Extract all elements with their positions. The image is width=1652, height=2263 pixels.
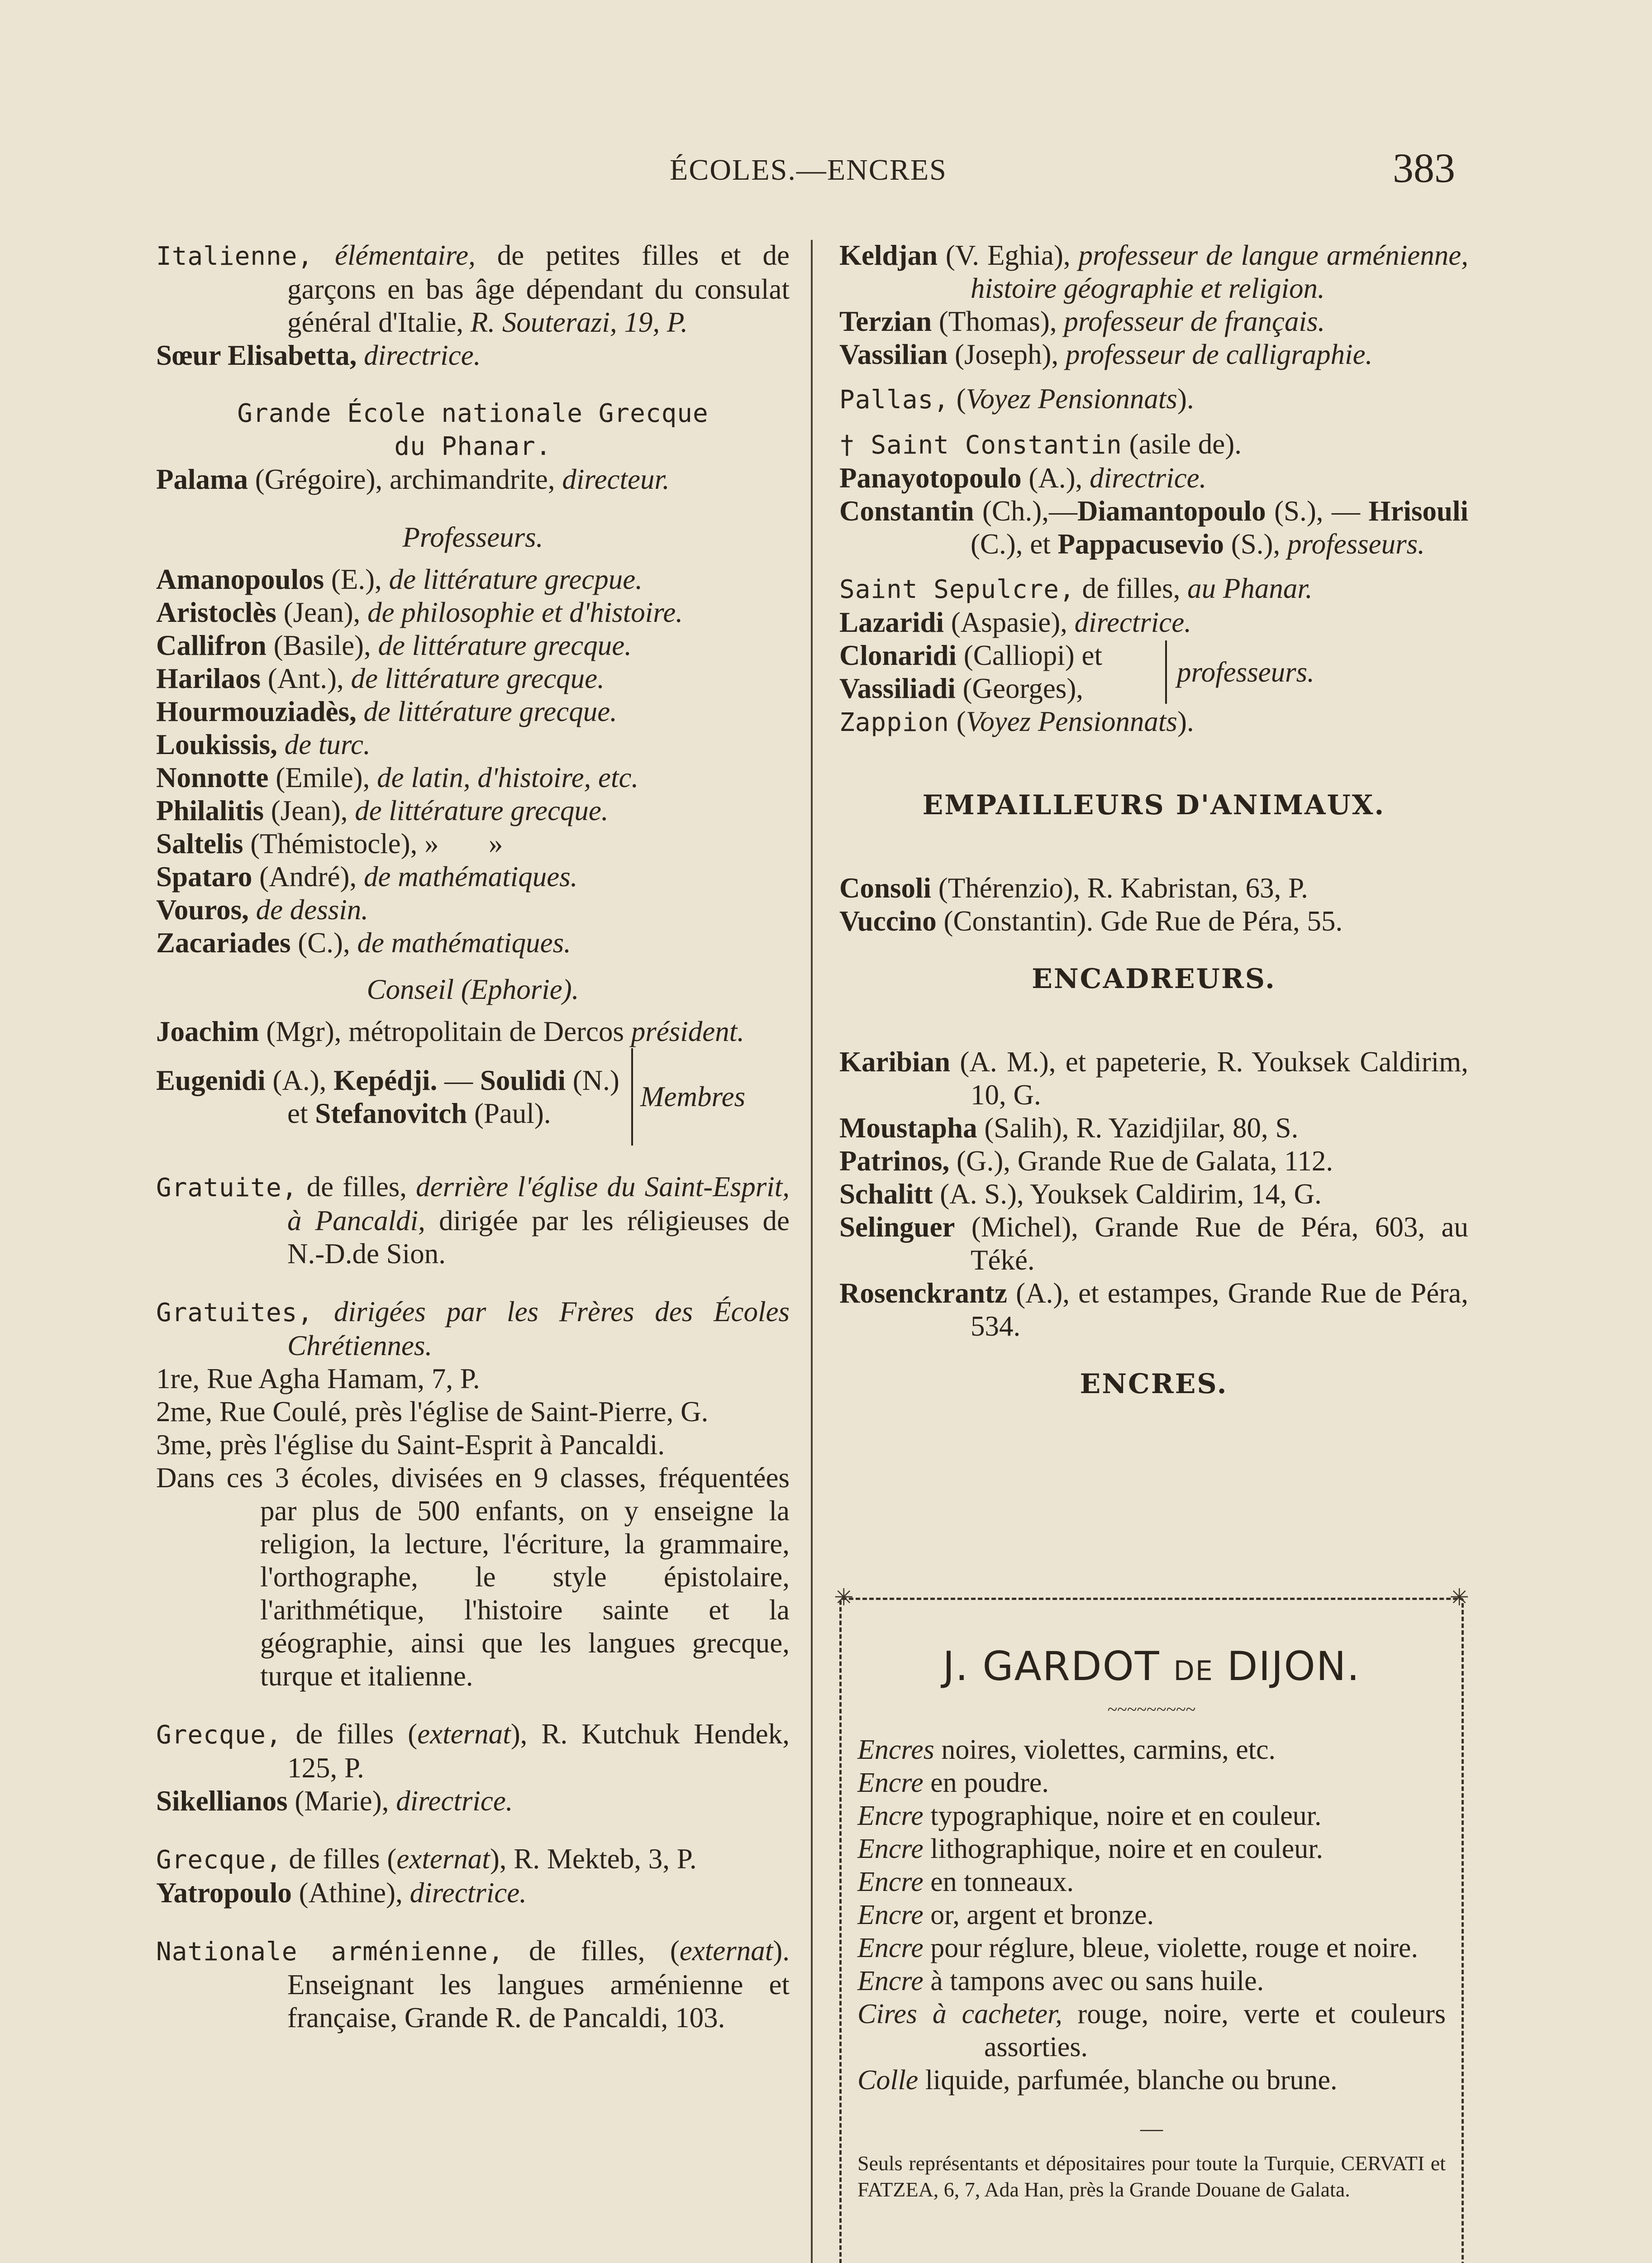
professor-entry: Aristoclès (Jean), de philosophie et d'histoire. xyxy=(156,597,683,628)
professor-entry: Saltelis (Thémistocle), » » xyxy=(156,828,503,859)
entry-saint-sepulcre: Saint Sepulcre, de filles, au Phanar. xyxy=(839,573,1313,604)
ad-product-line: Encre typographique, noire et en couleur. xyxy=(857,1800,1322,1831)
ad-title: J. GARDOT DE DIJON. xyxy=(943,1643,1361,1690)
membres-label: Membres xyxy=(631,1048,790,1146)
encadreur-entry: Selinguer (Michel), Grande Rue de Péra, 603, au Téké. xyxy=(839,1211,1468,1276)
ad-wave-ornament: ~~~~~~~~~ xyxy=(1107,1699,1196,1719)
entry-gratuite: Gratuite, de filles, derrière l'église du Saint-Esprit, à Pancaldi, dirigée par les réligieuses de N.-D.de Sion. xyxy=(156,1171,790,1270)
encres-heading: ENCRES. xyxy=(1080,1368,1228,1400)
entry-palama: Palama (Grégoire), archimandrite, directeur. xyxy=(156,463,670,495)
corner-ornament-icon: ✳ xyxy=(1449,1585,1469,1611)
ad-product-line: Colle liquide, parfumée, blanche ou brune. xyxy=(857,2065,1338,2096)
professor-entry: Callifron (Basile), de littérature grecque. xyxy=(156,630,632,661)
running-header xyxy=(0,144,1652,198)
entry-vuccino: Vuccino (Constantin). Gde Rue de Péra, 55. xyxy=(839,905,1343,937)
membres-block xyxy=(156,1048,790,1146)
right-column xyxy=(839,239,1468,1401)
entry-vassiliadi: Vassiliadi (Georges), xyxy=(839,673,1084,704)
entry-grecque-kutchuk: Grecque, de filles (externat), R. Kutchuk Hendek, 125, P. xyxy=(156,1718,790,1784)
entry-italienne-directrice: Sœur Elisabetta, directrice. xyxy=(156,339,481,371)
professor-entry: Philalitis (Jean), de littérature grecque. xyxy=(156,795,609,826)
ecoles-paragraph: Dans ces 3 écoles, divisées en 9 classes, fréquentées par plus de 500 enfants, on y enseigne la religion, la lecture, l'écriture, la grammaire, l'orthographe, le style épistolaire, l'arithmétique, l'histoire sainte et la géographie, ainsi que les langues grecque, turque et italienne. xyxy=(156,1462,790,1692)
ad-product-line: Encre en tonneaux. xyxy=(857,1867,1074,1897)
entry-constantin: Constantin (Ch.),—Diamantopoulo (S.), — Hrisouli (C.), et Pappacusevio (S.), professeurs. xyxy=(839,495,1468,560)
professor-entry: Nonnotte (Emile), de latin, d'histoire, etc. xyxy=(156,762,639,793)
left-column xyxy=(156,239,790,2034)
entry-gratuites: Gratuites, dirigées par les Frères des Écoles Chrétiennes. xyxy=(156,1296,790,1361)
entry-nationale-armenienne: Nationale arménienne, de filles, (externat). Enseignant les langues arménienne et française, Grande R. de Pancaldi, 103. xyxy=(156,1935,790,2034)
header-title: ÉCOLES.—ENCRES xyxy=(670,153,947,186)
entry-zappion: Zappion (Voyez Pensionnats). xyxy=(839,706,1194,737)
entry-saint-constantin: † Saint Constantin (asile de). xyxy=(839,428,1242,460)
grande-ecole-title-1: Grande École nationale Grecque xyxy=(237,399,709,428)
professor-entry: Loukissis, de turc. xyxy=(156,729,371,760)
entry-terzian: Terzian (Thomas), professeur de français. xyxy=(839,306,1325,337)
encadreur-entry: Patrinos, (G.), Grande Rue de Galata, 112. xyxy=(839,1145,1333,1177)
corner-ornament-icon: ✳ xyxy=(834,1585,854,1611)
professeurs-label: professeurs. xyxy=(1165,640,1314,704)
ad-product-line: Cires à cacheter, rouge, noire, verte et couleurs assorties. xyxy=(857,1999,1446,2062)
ad-divider-dash: — xyxy=(1140,2115,1163,2141)
entry-lazaridi: Lazaridi (Aspasie), directrice. xyxy=(839,606,1191,638)
entry-consoli: Consoli (Thérenzio), R. Kabristan, 63, P. xyxy=(839,872,1308,904)
conseil-subheading: Conseil (Ephorie). xyxy=(367,974,579,1005)
entry-vassilian: Vassilian (Joseph), professeur de calligraphie. xyxy=(839,339,1373,370)
gratuites-item: 1re, Rue Agha Hamam, 7, P. xyxy=(156,1363,480,1394)
entry-joachim: Joachim (Mgr), métropolitain de Dercos président. xyxy=(156,1016,744,1047)
encadreur-entry: Karibian (A. M.), et papeterie, R. Youksek Caldirim, 10, G. xyxy=(839,1046,1468,1111)
ad-product-line: Encre à tampons avec ou sans huile. xyxy=(857,1966,1264,1996)
entry-sikellianos: Sikellianos (Marie), directrice. xyxy=(156,1785,513,1817)
encadreur-entry: Schalitt (A. S.), Youksek Caldirim, 14, G. xyxy=(839,1178,1322,1210)
professor-entry: Harilaos (Ant.), de littérature grecque. xyxy=(156,663,605,694)
page-number: 383 xyxy=(1393,145,1455,191)
encadreurs-heading: ENCADREURS. xyxy=(1032,963,1276,995)
membres-names: Eugenidi (A.), Kepédji. — Soulidi (N.) et Stefanovitch (Paul). xyxy=(156,1064,619,1129)
gratuites-item: 2me, Rue Coulé, près l'église de Saint-Pierre, G. xyxy=(156,1396,709,1428)
professor-entry: Zacariades (C.), de mathématiques. xyxy=(156,927,571,959)
professor-entry: Vouros, de dessin. xyxy=(156,894,369,926)
professeurs-pair xyxy=(839,639,1468,705)
gardot-advertisement xyxy=(834,1585,1469,2263)
encadreur-entry: Rosenckrantz (A.), et estampes, Grande Rue de Péra, 534. xyxy=(839,1277,1468,1342)
encadreur-entry: Moustapha (Salih), R. Yazidjilar, 80, S. xyxy=(839,1112,1299,1144)
empailleurs-heading: EMPAILLEURS D'ANIMAUX. xyxy=(922,789,1385,821)
ad-product-line: Encres noires, violettes, carmins, etc. xyxy=(857,1734,1276,1765)
entry-panayotopoulo: Panayotopoulo (A.), directrice. xyxy=(839,462,1207,494)
entry-pallas: Pallas, (Voyez Pensionnats). xyxy=(839,383,1194,415)
professor-entry: Spataro (André), de mathématiques. xyxy=(156,861,578,893)
ad-footer-text: Seuls représentants et dépositaires pour toute la Turquie, CERVATI et FATZEA, 6, 7, Ada Han, près la Grande Douane de Galata. xyxy=(857,2152,1446,2201)
entry-clonaridi: Clonaridi (Calliopi) et xyxy=(839,640,1102,671)
ad-product-line: Encre pour réglure, bleue, violette, rouge et noire. xyxy=(857,1933,1418,1963)
column-divider xyxy=(811,240,813,2263)
entry-grecque-mekteb: Grecque, de filles (externat), R. Mekteb, 3, P. xyxy=(156,1843,697,1875)
professor-entry: Hourmouziadès, de littérature grecque. xyxy=(156,696,617,727)
grande-ecole-title-2: du Phanar. xyxy=(394,432,552,461)
ad-product-line: Encre en poudre. xyxy=(857,1767,1049,1798)
ad-product-line: Encre or, argent et bronze. xyxy=(857,1900,1154,1930)
entry-yatropoulo: Yatropoulo (Athine), directrice. xyxy=(156,1877,527,1909)
professeurs-subheading: Professeurs. xyxy=(402,521,543,553)
entry-italienne: Italienne, élémentaire, de petites filles et de garçons en bas âge dépendant du consulat général d'Italie, R. Souterazi, 19, P. xyxy=(156,239,790,338)
professor-entry: Amanopoulos (E.), de littérature grecpue. xyxy=(156,563,643,595)
gratuites-item: 3me, près l'église du Saint-Esprit à Pancaldi. xyxy=(156,1429,665,1461)
entry-keldjan: Keldjan (V. Eghia), professeur de langue arménienne, histoire géographie et religion. xyxy=(839,239,1468,304)
ad-product-line: Encre lithographique, noire et en couleur. xyxy=(857,1833,1323,1864)
